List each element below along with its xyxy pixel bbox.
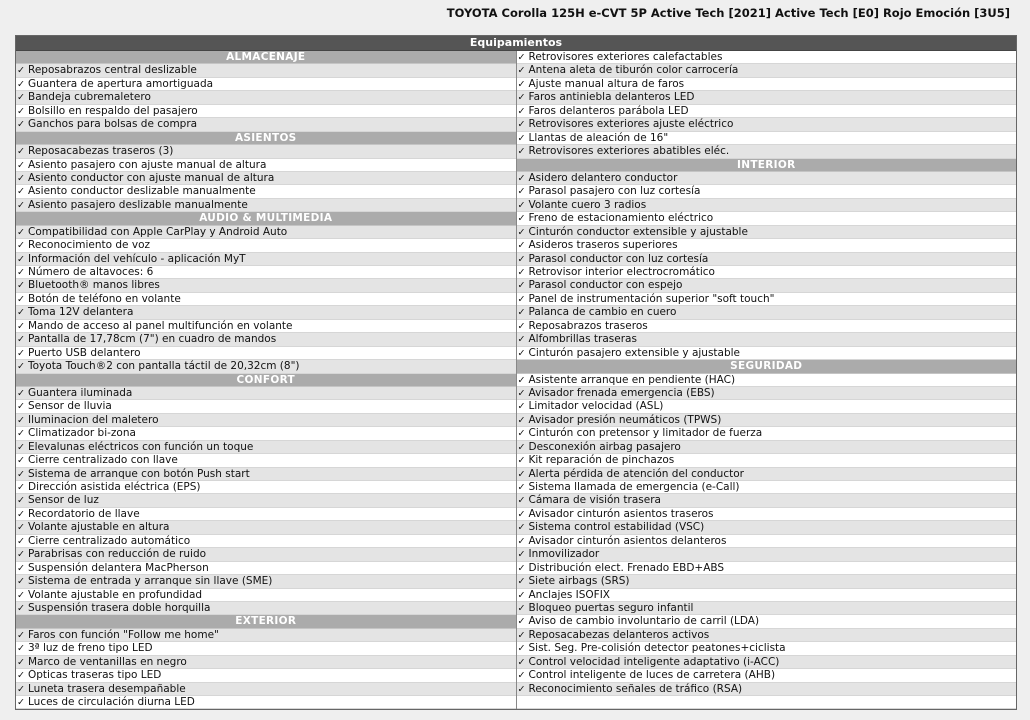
section-header: INTERIOR xyxy=(517,159,1017,172)
check-icon: ✓ xyxy=(517,334,526,346)
equipment-item-label: Cinturón con pretensor y limitador de fuerza xyxy=(528,427,763,440)
check-icon: ✓ xyxy=(17,65,25,77)
equipment-item-label: Asidero delantero conductor xyxy=(528,171,678,184)
check-icon: ✓ xyxy=(517,199,526,211)
equipment-item-label: Ópticas traseras tipo LED xyxy=(28,669,162,682)
equipment-item-label: Sistema de arranque con botón Push start xyxy=(28,467,250,480)
check-icon: ✓ xyxy=(17,629,25,641)
equipment-item xyxy=(517,266,1017,279)
equipment-item xyxy=(16,494,516,507)
equipment-item-label: Sensor de lluvia xyxy=(28,400,112,413)
equipment-item-label: Parasol pasajero con luz cortesía xyxy=(528,185,701,198)
equipment-item xyxy=(16,683,516,696)
check-icon: ✓ xyxy=(17,697,25,708)
check-icon: ✓ xyxy=(17,414,25,426)
equipment-item xyxy=(16,78,516,91)
equipment-item xyxy=(517,347,1017,360)
equipment-item xyxy=(16,226,516,239)
check-icon: ✓ xyxy=(17,172,25,184)
equipment-item-label: Reconocimiento de voz xyxy=(28,239,151,252)
equipment-item xyxy=(16,279,516,292)
check-icon: ✓ xyxy=(517,65,526,77)
equipment-item-label: Guantera iluminada xyxy=(28,386,133,399)
equipment-item xyxy=(16,159,516,172)
check-icon: ✓ xyxy=(517,428,526,440)
table-header: Equipamientos xyxy=(16,36,1016,51)
section-header: SEGURIDAD xyxy=(517,360,1017,373)
equipment-item-label: Suspensión delantera MacPherson xyxy=(28,561,209,574)
equipment-item-label: Asistente arranque en pendiente (HAC) xyxy=(528,373,736,386)
check-icon: ✓ xyxy=(17,428,25,440)
equipment-item xyxy=(16,642,516,655)
equipment-item-label: Inmovilizador xyxy=(528,548,600,561)
check-icon: ✓ xyxy=(517,105,526,117)
check-icon: ✓ xyxy=(517,643,526,655)
check-icon: ✓ xyxy=(517,280,526,292)
equipment-item xyxy=(517,589,1017,602)
equipment-item xyxy=(517,468,1017,481)
equipment-item xyxy=(517,535,1017,548)
equipment-item-label: Avisador cinturón asientos traseros xyxy=(528,507,714,520)
equipment-item xyxy=(16,562,516,575)
equipment-item xyxy=(517,494,1017,507)
check-icon: ✓ xyxy=(517,213,526,225)
equipment-item xyxy=(16,266,516,279)
equipment-item xyxy=(517,51,1017,64)
equipment-item xyxy=(517,320,1017,333)
equipment-item-label: Botón de teléfono en volante xyxy=(28,292,181,305)
equipment-item-label: Asideros traseros superiores xyxy=(528,239,678,252)
check-icon: ✓ xyxy=(17,159,25,171)
check-icon: ✓ xyxy=(517,78,526,90)
equipment-item xyxy=(16,414,516,427)
equipment-item-label: Número de altavoces: 6 xyxy=(28,266,154,278)
check-icon: ✓ xyxy=(517,374,526,386)
equipment-item-label: Desconexión airbag pasajero xyxy=(528,440,681,453)
equipment-item xyxy=(517,602,1017,615)
check-icon: ✓ xyxy=(517,508,526,520)
check-icon: ✓ xyxy=(517,132,526,144)
equipment-item-label: Retrovisores exteriores calefactables xyxy=(528,51,723,63)
check-icon: ✓ xyxy=(517,387,526,399)
equipment-item-label: Puerto USB delantero xyxy=(28,346,141,359)
equipment-item-label: Faros con función "Follow me home" xyxy=(28,628,219,641)
equipment-item-label: Climatizador bi-zona xyxy=(28,427,136,440)
section-header: ASIENTOS xyxy=(16,132,516,145)
check-icon: ✓ xyxy=(517,347,526,359)
check-icon: ✓ xyxy=(17,656,25,668)
equipment-item xyxy=(517,91,1017,104)
equipment-item xyxy=(517,374,1017,387)
check-icon: ✓ xyxy=(517,226,526,238)
equipment-item xyxy=(517,64,1017,77)
equipment-item-label: Antena aleta de tiburón color carrocería xyxy=(528,64,739,77)
equipment-item-label: Compatibilidad con Apple CarPlay y Android Auto xyxy=(28,225,288,238)
check-icon: ✓ xyxy=(17,468,25,480)
equipment-item-label: Cinturón pasajero extensible y ajustable xyxy=(528,346,741,359)
check-icon: ✓ xyxy=(17,92,25,104)
equipment-item xyxy=(517,615,1017,628)
check-icon: ✓ xyxy=(17,361,25,373)
equipment-item-label: Siete airbags (SRS) xyxy=(528,575,630,588)
equipment-item-label: Ajuste manual altura de faros xyxy=(528,77,685,90)
equipment-item xyxy=(16,253,516,266)
equipment-item-label: Marco de ventanillas en negro xyxy=(28,655,187,668)
equipment-item-label: Sistema control estabilidad (VSC) xyxy=(528,521,705,534)
equipment-item xyxy=(16,468,516,481)
check-icon: ✓ xyxy=(17,482,25,493)
equipment-item xyxy=(16,306,516,319)
equipment-item xyxy=(517,172,1017,185)
equipment-item xyxy=(517,226,1017,239)
check-icon: ✓ xyxy=(17,683,25,695)
equipment-item-label: Asiento pasajero deslizable manualmente xyxy=(28,198,248,211)
check-icon: ✓ xyxy=(17,240,25,252)
check-icon: ✓ xyxy=(517,414,526,426)
equipment-item xyxy=(517,562,1017,575)
check-icon: ✓ xyxy=(17,495,25,507)
equipment-item xyxy=(517,629,1017,642)
check-icon: ✓ xyxy=(17,334,25,346)
equipment-item xyxy=(517,279,1017,292)
check-icon: ✓ xyxy=(17,643,25,655)
check-icon: ✓ xyxy=(517,293,526,305)
section-header: AUDIO & MULTIMEDIA xyxy=(16,212,516,225)
equipment-item xyxy=(16,347,516,360)
check-icon: ✓ xyxy=(17,562,25,574)
check-icon: ✓ xyxy=(517,307,526,319)
check-icon: ✓ xyxy=(517,92,526,104)
equipment-item-label: Distribución elect. Frenado EBD+ABS xyxy=(528,561,725,574)
check-icon: ✓ xyxy=(517,562,526,574)
equipment-item xyxy=(16,199,516,212)
equipment-item-label: 3ª luz de freno tipo LED xyxy=(28,642,153,655)
equipment-item xyxy=(517,212,1017,225)
equipment-item-label: Avisador frenada emergencia (EBS) xyxy=(528,386,715,399)
equipment-item xyxy=(517,427,1017,440)
equipment-item-label: Retrovisor interior electrocromático xyxy=(528,266,715,278)
equipment-item xyxy=(517,118,1017,131)
check-icon: ✓ xyxy=(517,656,526,668)
check-icon: ✓ xyxy=(17,441,25,453)
check-icon: ✓ xyxy=(517,522,526,534)
section-header: EXTERIOR xyxy=(16,615,516,628)
check-icon: ✓ xyxy=(517,670,526,682)
equipment-item-label: Avisador presión neumáticos (TPWS) xyxy=(528,413,722,426)
equipment-item-label: Asiento pasajero con ajuste manual de altura xyxy=(28,158,267,171)
check-icon: ✓ xyxy=(17,387,25,399)
equipment-item xyxy=(16,320,516,333)
equipment-item-label: Palanca de cambio en cuero xyxy=(528,306,677,319)
equipment-item xyxy=(517,293,1017,306)
check-icon: ✓ xyxy=(17,320,25,332)
equipment-item-label: Volante ajustable en altura xyxy=(28,521,170,534)
equipment-item-label: Luces de circulación diurna LED xyxy=(28,696,195,708)
equipment-item xyxy=(16,602,516,615)
equipment-item-label: Kit reparación de pinchazos xyxy=(528,454,675,467)
equipment-item xyxy=(517,683,1017,696)
equipment-item xyxy=(16,548,516,561)
equipment-item xyxy=(517,387,1017,400)
equipment-item xyxy=(16,400,516,413)
check-icon: ✓ xyxy=(517,455,526,467)
equipment-item xyxy=(16,427,516,440)
equipment-item-label: Dirección asistida eléctrica (EPS) xyxy=(28,481,201,493)
check-icon: ✓ xyxy=(17,535,25,547)
equipment-item-label: Suspensión trasera doble horquilla xyxy=(28,601,211,614)
equipment-item xyxy=(16,293,516,306)
equipment-item-label: Toyota Touch®2 con pantalla táctil de 20,32cm (8") xyxy=(28,360,300,373)
equipment-item xyxy=(517,306,1017,319)
equipment-item-label: Asiento conductor deslizable manualmente xyxy=(28,185,256,198)
check-icon: ✓ xyxy=(17,508,25,520)
equipment-item-label: Recordatorio de llave xyxy=(28,507,140,520)
equipment-item xyxy=(517,642,1017,655)
equipment-item-label: Alerta pérdida de atención del conductor xyxy=(528,467,744,480)
equipment-item-label: Cinturón conductor extensible y ajustable xyxy=(528,225,748,238)
check-icon: ✓ xyxy=(17,576,25,588)
equipment-item-label: Retrovisores exteriores abatibles eléc. xyxy=(528,145,730,158)
equipment-item-label: Parabrisas con reducción de ruido xyxy=(28,548,207,561)
equipment-item xyxy=(16,535,516,548)
equipment-item xyxy=(16,91,516,104)
check-icon: ✓ xyxy=(517,629,526,641)
equipment-item-label: Avisador cinturón asientos delanteros xyxy=(528,534,727,547)
equipment-item-label: Bloqueo puertas seguro infantil xyxy=(528,601,694,614)
equipment-item-label: Iluminacion del maletero xyxy=(28,413,159,426)
equipment-item xyxy=(517,481,1017,494)
check-icon: ✓ xyxy=(17,186,25,198)
check-icon: ✓ xyxy=(17,455,25,467)
equipment-item-label: Parasol conductor con espejo xyxy=(528,279,683,292)
equipment-item xyxy=(16,508,516,521)
check-icon: ✓ xyxy=(17,253,25,265)
equipment-item-label: Toma 12V delantera xyxy=(28,306,134,319)
equipment-item-label: Bandeja cubremaletero xyxy=(28,91,151,104)
equipment-item-label: Reposabrazos traseros xyxy=(528,319,648,332)
check-icon: ✓ xyxy=(517,186,526,198)
equipment-item-label: Anclajes ISOFIX xyxy=(528,588,611,601)
check-icon: ✓ xyxy=(17,670,25,682)
equipment-item-label: Bolsillo en respaldo del pasajero xyxy=(28,104,198,117)
check-icon: ✓ xyxy=(517,253,526,265)
equipment-item-label: Información del vehículo - aplicación MyT xyxy=(28,252,246,265)
equipment-item-label: Cierre centralizado con llave xyxy=(28,454,178,467)
check-icon: ✓ xyxy=(517,320,526,332)
equipment-item xyxy=(16,696,516,709)
equipment-item xyxy=(517,575,1017,588)
equipment-item xyxy=(16,441,516,454)
equipment-item-label: Reconocimiento señales de tráfico (RSA) xyxy=(528,682,743,695)
equipment-item xyxy=(16,172,516,185)
equipment-item xyxy=(16,387,516,400)
section-header: CONFORT xyxy=(16,374,516,387)
equipment-item xyxy=(517,441,1017,454)
equipment-item-label: Ganchos para bolsas de compra xyxy=(28,118,198,131)
check-icon: ✓ xyxy=(517,535,526,547)
equipment-table xyxy=(15,35,1017,710)
equipment-item xyxy=(16,64,516,77)
equipment-item xyxy=(517,669,1017,682)
equipment-item xyxy=(517,508,1017,521)
right-column xyxy=(517,51,1017,709)
equipment-item xyxy=(16,521,516,534)
check-icon: ✓ xyxy=(517,468,526,480)
equipment-item xyxy=(517,521,1017,534)
check-icon: ✓ xyxy=(17,293,25,305)
equipment-item-label: Control inteligente de luces de carretera (AHB) xyxy=(528,669,776,682)
equipment-item-label: Mando de acceso al panel multifunción en volante xyxy=(28,319,293,332)
check-icon: ✓ xyxy=(17,602,25,614)
equipment-item xyxy=(16,589,516,602)
equipment-item-label: Sistema de entrada y arranque sin llave (SME) xyxy=(28,575,273,588)
equipment-item-label: Volante cuero 3 radios xyxy=(528,198,647,211)
check-icon: ✓ xyxy=(17,267,25,278)
equipment-item-label: Reposacabezas delanteros activos xyxy=(528,628,710,641)
equipment-item-label: Llantas de aleación de 16" xyxy=(528,131,669,144)
equipment-item xyxy=(517,78,1017,91)
equipment-item xyxy=(517,548,1017,561)
check-icon: ✓ xyxy=(17,347,25,359)
equipment-item xyxy=(16,360,516,373)
check-icon: ✓ xyxy=(517,441,526,453)
equipment-item-label: Sensor de luz xyxy=(28,494,99,507)
equipment-item-label: Control velocidad inteligente adaptativo (i-ACC) xyxy=(528,655,780,668)
check-icon: ✓ xyxy=(17,549,25,561)
check-icon: ✓ xyxy=(517,267,526,278)
check-icon: ✓ xyxy=(17,199,25,211)
equipment-item xyxy=(517,105,1017,118)
check-icon: ✓ xyxy=(517,401,526,413)
check-icon: ✓ xyxy=(517,549,526,561)
equipment-item-label: Freno de estacionamiento eléctrico xyxy=(528,212,714,225)
equipment-item-label: Sist. Seg. Pre-colisión detector peatones+ciclista xyxy=(528,642,786,655)
check-icon: ✓ xyxy=(517,616,526,628)
equipment-item-label: Parasol conductor con luz cortesía xyxy=(528,252,709,265)
equipment-item-label: Pantalla de 17,78cm (7") en cuadro de mandos xyxy=(28,333,277,346)
check-icon: ✓ xyxy=(17,119,25,131)
section-header: ALMACENAJE xyxy=(16,51,516,64)
check-icon: ✓ xyxy=(517,482,526,493)
equipment-item-label: Sistema llamada de emergencia (e-Call) xyxy=(528,481,740,493)
equipment-item xyxy=(16,118,516,131)
equipment-item-label: Panel de instrumentación superior "soft touch" xyxy=(528,292,775,305)
check-icon: ✓ xyxy=(517,683,526,695)
equipment-item-label: Aviso de cambio involuntario de carril (LDA) xyxy=(528,615,760,628)
equipment-item xyxy=(16,105,516,118)
equipment-item xyxy=(16,454,516,467)
check-icon: ✓ xyxy=(517,52,526,63)
check-icon: ✓ xyxy=(517,172,526,184)
check-icon: ✓ xyxy=(17,78,25,90)
equipment-item xyxy=(517,132,1017,145)
check-icon: ✓ xyxy=(517,576,526,588)
check-icon: ✓ xyxy=(517,240,526,252)
equipment-item xyxy=(16,145,516,158)
check-icon: ✓ xyxy=(17,589,25,601)
equipment-item-label: Limitador velocidad (ASL) xyxy=(528,400,664,413)
equipment-item xyxy=(16,185,516,198)
equipment-item-label: Reposacabezas traseros (3) xyxy=(28,145,174,158)
check-icon: ✓ xyxy=(517,589,526,601)
equipment-item-label: Luneta trasera desempañable xyxy=(28,682,186,695)
equipment-item xyxy=(517,400,1017,413)
check-icon: ✓ xyxy=(17,226,25,238)
equipment-item xyxy=(517,239,1017,252)
equipment-item xyxy=(16,333,516,346)
equipment-item-label: Volante ajustable en profundidad xyxy=(28,588,203,601)
equipment-item-label: Asiento conductor con ajuste manual de altura xyxy=(28,171,275,184)
check-icon: ✓ xyxy=(17,105,25,117)
equipment-item xyxy=(16,629,516,642)
equipment-item xyxy=(517,454,1017,467)
equipment-item xyxy=(16,481,516,494)
equipment-item xyxy=(517,185,1017,198)
equipment-item xyxy=(517,253,1017,266)
page-title: TOYOTA Corolla 125H e-CVT 5P Active Tech [2021] Active Tech [E0] Rojo Emoción [3U5] xyxy=(446,6,1010,20)
equipment-item xyxy=(16,656,516,669)
check-icon: ✓ xyxy=(517,495,526,507)
equipment-item-label: Guantera de apertura amortiguada xyxy=(28,77,214,90)
check-icon: ✓ xyxy=(517,146,526,158)
equipment-item xyxy=(517,145,1017,158)
equipment-item-label: Retrovisores exteriores ajuste eléctrico xyxy=(528,118,734,131)
check-icon: ✓ xyxy=(17,307,25,319)
check-icon: ✓ xyxy=(517,602,526,614)
equipment-item-label: Bluetooth® manos libres xyxy=(28,279,160,292)
equipment-item xyxy=(517,333,1017,346)
equipment-item-label: Alfombrillas traseras xyxy=(528,333,637,346)
check-icon: ✓ xyxy=(17,280,25,292)
equipment-item xyxy=(16,575,516,588)
equipment-item xyxy=(16,669,516,682)
equipment-item xyxy=(16,239,516,252)
equipment-item xyxy=(517,414,1017,427)
check-icon: ✓ xyxy=(17,522,25,534)
check-icon: ✓ xyxy=(17,401,25,413)
equipment-item xyxy=(517,656,1017,669)
empty-row xyxy=(517,696,1017,709)
equipment-item xyxy=(517,199,1017,212)
equipment-item-label: Cierre centralizado automático xyxy=(28,534,191,547)
equipment-item-label: Faros delanteros parábola LED xyxy=(528,104,689,117)
equipment-item-label: Faros antiniebla delanteros LED xyxy=(528,91,695,104)
check-icon: ✓ xyxy=(517,119,526,131)
equipment-item-label: Reposabrazos central deslizable xyxy=(28,64,197,77)
equipment-item-label: Elevalunas eléctricos con función un toque xyxy=(28,440,254,453)
check-icon: ✓ xyxy=(17,146,25,158)
equipment-item-label: Cámara de visión trasera xyxy=(528,494,661,507)
left-column xyxy=(16,51,517,709)
